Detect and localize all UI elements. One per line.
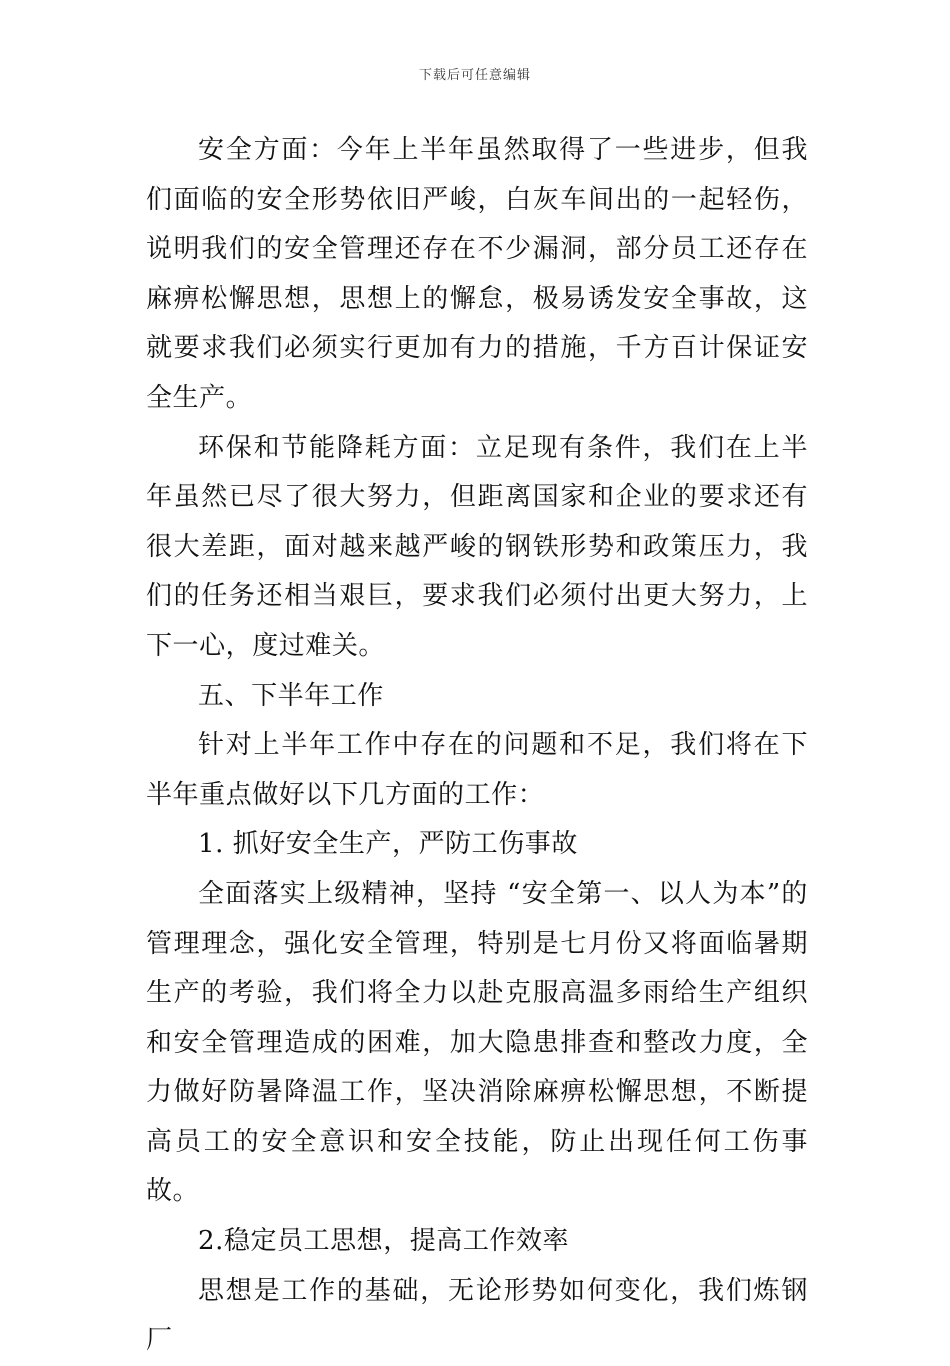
subheading-safety-production: 1. 抓好安全生产，严防工伤事故 [198, 829, 578, 860]
section-heading: 五、下半年工作 [198, 680, 384, 711]
document-body [146, 126, 808, 1366]
page-header: 下载后可任意编辑 [418, 68, 531, 83]
paragraph-safety-measures: 全面落实上级精神，坚持 “安全第一、以人为本”的管理理念，强化安全管理，特别是七月份又将面临暑期生产的考验，我们将全力以赴克服高温多雨给生产组织和安全管理造成的困难，加大隐患排查和整改力度，全力做好防暑降温工作，坚决消除麻痹松懈思想，不断提高员工的安全意识和安全技能，防止出现任何工伤事故。 [146, 878, 808, 1207]
paragraph-environment: 环保和节能降耗方面：立足现有条件，我们在上半年虽然已尽了很大努力，但距离国家和企业的要求还有很大差距，面对越来越严峻的钢铁形势和政策压力，我们的任务还相当艰巨，要求我们必须付出更大努力，上下一心，度过难关。 [146, 432, 808, 661]
paragraph-intro: 针对上半年工作中存在的问题和不足，我们将在下半年重点做好以下几方面的工作： [146, 730, 808, 810]
paragraph-thinking: 思想是工作的基础，无论形势如何变化，我们炼钢厂 [146, 1275, 808, 1356]
subheading-staff-thinking: 2.稳定员工思想，提高工作效率 [198, 1226, 570, 1257]
paragraph-safety: 安全方面：今年上半年虽然取得了一些进步，但我们面临的安全形势依旧严峻，白灰车间出的一起轻伤，说明我们的安全管理还存在不少漏洞，部分员工还存在麻痹松懈思想，思想上的懈怠，极易诱发安全事故，这就要求我们必须实行更加有力的措施，千方百计保证安全生产。 [146, 135, 808, 413]
